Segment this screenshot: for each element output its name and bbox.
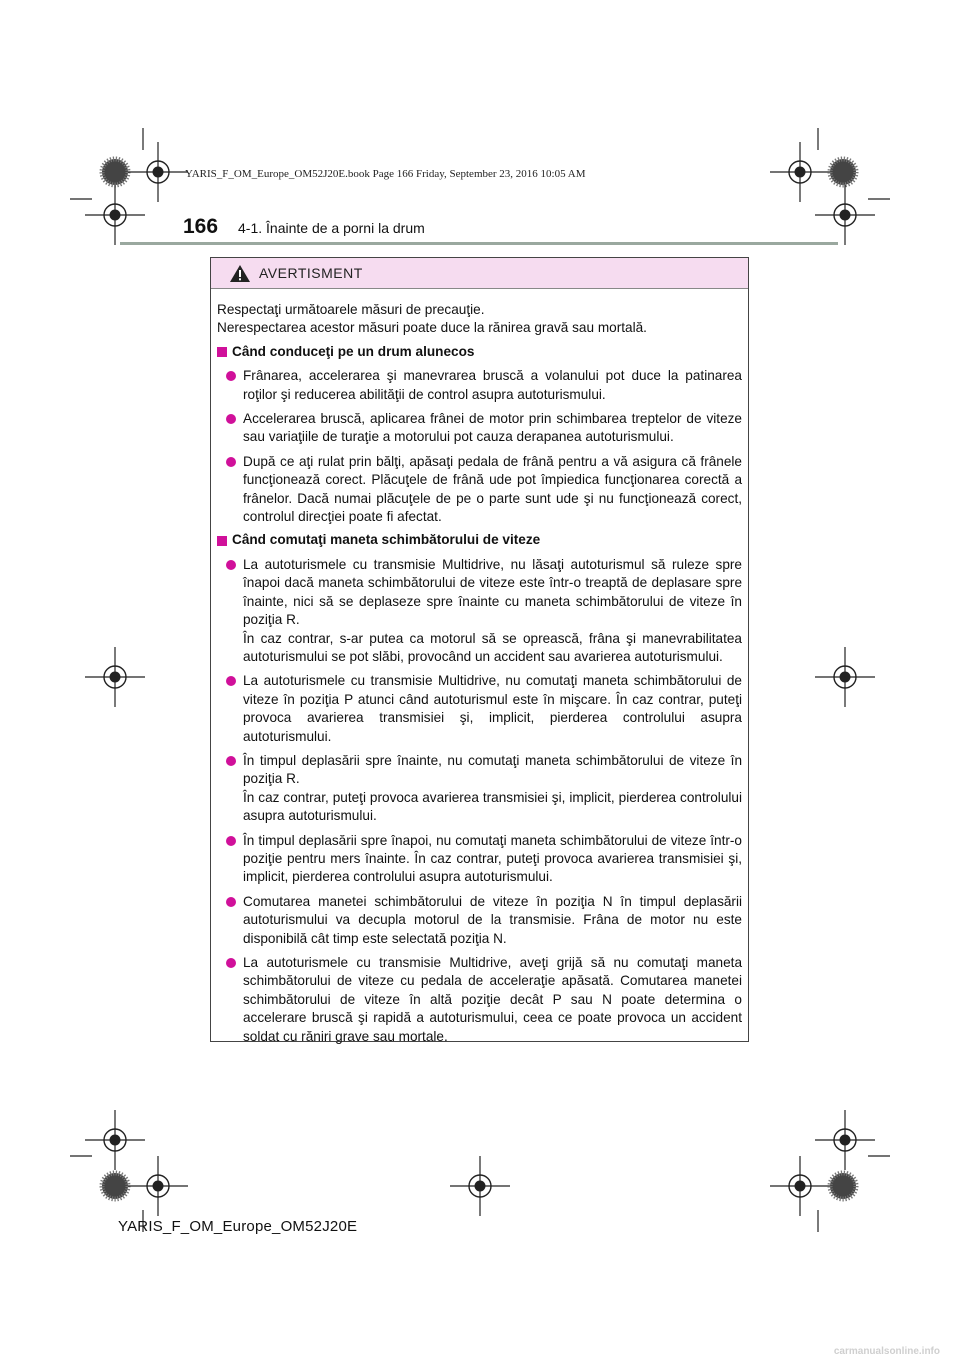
- list-item-text: După ce aţi rulat prin bălţi, apăsaţi pedala de frână pentru a vă asigura că frânele funcţionează corect. Plăcuţele de frână ude pot împiedica funcţionarea corectă a frânelor. Dacă numai plăcuţele de pe o parte sunt ude şi nu funcţionează corect, controlul direcţiei poate fi afectat.: [243, 453, 742, 525]
- section-heading-text: Când comutaţi maneta schimbătorului de viteze: [232, 532, 541, 548]
- watermark: carmanualsonline.info: [833, 1346, 940, 1357]
- intro-line: Nerespectarea acestor măsuri poate duce la rănirea gravă sau mortală.: [217, 320, 647, 336]
- footer-code: YARIS_F_OM_Europe_OM52J20E: [118, 1218, 358, 1235]
- warning-section: [217, 531, 742, 1046]
- warning-body: [211, 289, 748, 1046]
- circle-bullet-icon: [226, 371, 236, 381]
- square-bullet-icon: [217, 347, 227, 357]
- page-number: 166: [183, 215, 219, 238]
- list-item: [217, 367, 742, 404]
- list-item: [217, 453, 742, 527]
- circle-bullet-icon: [226, 756, 236, 766]
- circle-bullet-icon: [226, 676, 236, 686]
- warning-intro: [217, 301, 742, 338]
- warning-triangle-icon: [221, 264, 259, 283]
- circle-bullet-icon: [226, 457, 236, 467]
- section-heading-text: Când conduceţi pe un drum alunecos: [232, 343, 475, 359]
- list-item-text: Frânarea, accelerarea şi manevrarea bruscă a volanului pot duce la patinarea roţilor şi reducerea abilităţii de control asupra autoturismului.: [243, 368, 742, 402]
- circle-bullet-icon: [226, 836, 236, 846]
- circle-bullet-icon: [226, 414, 236, 424]
- list-item-text: La autoturismele cu transmisie Multidrive, nu lăsaţi autoturismul să ruleze spre înapoi dacă maneta schimbătorului de viteze este într-o treaptă de deplasare spre înainte, nici să se deplaseze spre înainte cu maneta schimbătorului de viteze în poziţia R. În caz contrar, s-ar putea ca motorul să se oprească, frâna şi manevrabilitatea autoturismului se pot slăbi, provocând un accident sau avarierea autoturismului.: [243, 556, 742, 664]
- bullet-list: [217, 367, 742, 526]
- intro-line: Respectaţi următoarele măsuri de precauţie.: [217, 302, 485, 317]
- header-rule: [120, 242, 838, 245]
- circle-bullet-icon: [226, 560, 236, 570]
- section-heading: [217, 343, 742, 361]
- list-item: [217, 752, 742, 826]
- list-item-text: La autoturismele cu transmisie Multidrive, nu comutaţi maneta schimbătorului de viteze în poziţia P atunci când autoturismul este în mişcare. În caz contrar, puteţi provoca avarierea transmisiei şi, implicit, pierderea controlului asupra autoturismului.: [243, 673, 742, 744]
- warning-sections: [217, 343, 742, 1046]
- section-heading: [217, 531, 742, 549]
- list-item-text: Accelerarea bruscă, aplicarea frânei de motor prin schimbarea treptelor de viteze sau variaţiile de turaţie a motorului pot cauza derapanea autoturismului.: [243, 411, 742, 445]
- circle-bullet-icon: [226, 897, 236, 907]
- warning-section: [217, 343, 742, 527]
- list-item: [217, 954, 742, 1046]
- square-bullet-icon: [217, 536, 227, 546]
- list-item-text: La autoturismele cu transmisie Multidrive, aveţi grijă să nu comutaţi maneta schimbătorului de viteze cu pedala de acceleraţie apăsată. Comutarea manetei schimbătorului de viteze în altă poziţie decât P sau N poate determina o accelerare bruscă şi rapidă a autoturismului, ceea ce poate provoca un accident soldat cu răniri grave sau mortale.: [243, 955, 742, 1044]
- section-title: 4-1. Înainte de a porni la drum: [238, 220, 425, 236]
- book-header: YARIS_F_OM_Europe_OM52J20E.book Page 166 Friday, September 23, 2016 10:05 AM: [185, 168, 586, 180]
- list-item-text: Comutarea manetei schimbătorului de viteze în poziţia N în timpul deplasării autoturismului va decupla motorul de la transmisie. Frâna de motor nu este disponibilă cât timp este selectată poziţia N.: [243, 893, 742, 946]
- warning-header: [211, 258, 748, 289]
- warning-box: [210, 257, 749, 1042]
- list-item: [217, 893, 742, 948]
- list-item-text: În timpul deplasării spre înapoi, nu comutaţi maneta schimbătorului de viteze într-o poziţie pentru mers înainte. În caz contrar, puteţi provoca avarierea transmisiei şi, implicit, pierderea controlului asupra autoturismului.: [243, 832, 742, 885]
- list-item: [217, 556, 742, 666]
- list-item: [217, 672, 742, 746]
- list-item: [217, 410, 742, 447]
- list-item: [217, 832, 742, 887]
- circle-bullet-icon: [226, 958, 236, 968]
- list-item-text: În timpul deplasării spre înainte, nu comutaţi maneta schimbătorului de viteze în poziţia R. În caz contrar, puteţi provoca avarierea transmisiei şi, implicit, pierderea controlului asupra autoturismului.: [243, 752, 742, 824]
- warning-title: AVERTISMENT: [259, 265, 363, 281]
- bullet-list: [217, 556, 742, 1046]
